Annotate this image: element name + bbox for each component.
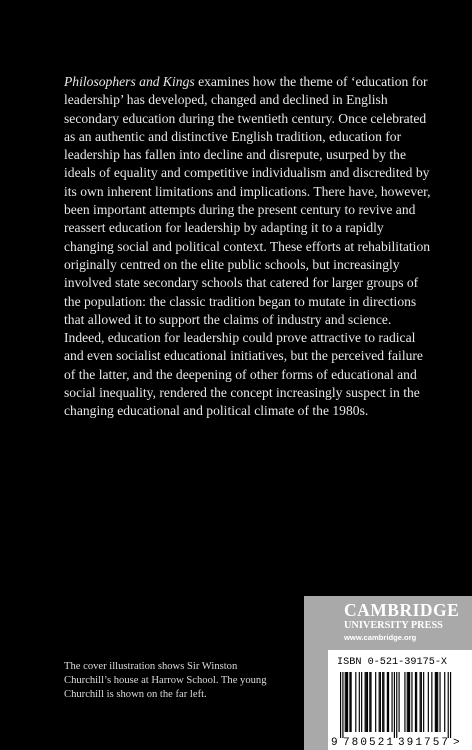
barcode-bar [396,672,397,738]
barcode-graphic [328,650,472,750]
barcode-bar [349,672,350,732]
barcode-bar [450,672,451,738]
barcode-box [328,650,472,750]
barcode-bar [359,672,360,732]
barcode-bar [408,672,409,732]
barcode-bar [431,672,432,732]
barcode-bar [423,672,424,732]
barcode-bar [428,672,429,732]
publisher-url: www.cambridge.org [344,633,417,642]
barcode-bar [409,672,410,732]
barcode-bar [421,672,422,732]
barcode-bar [437,672,438,732]
barcode-bar [380,672,381,732]
barcode-bar [382,672,383,732]
barcode-bar [404,672,405,732]
barcode-bars [340,672,451,738]
barcode-bar [420,672,421,732]
barcode-arrow: > [453,737,460,749]
barcode-bar [379,672,380,732]
barcode-bar [365,672,366,732]
barcode-bar [411,672,412,732]
barcode-bar [355,672,356,732]
blurb-text: examines how the theme of ‘education for leadership’ has developed, changed and declined in English secondary education during the twentieth century. Once celebrated as an authentic and distinctive English tradition, education for leadership has fallen into decline and disrepute, usurped by the ideals of equality and competitive individualism and discredited by its own inherent limitations and implications. There have, however, been important attempts during the present century to revive and reassert education for leadership by adapting it to a rapidly changing social and political context. These efforts at rehabilitation originally centred on the elite public schools, but increasingly involved state secondary schools that catered for larger groups of the population: the classic tradition began to mutate in directions that allowed it to support the claims of industry and science. Indeed, education for leadership could prove attractive to radical and even socialist educational initiatives, but the perceived failure of the latter, and the deepening of other forms of educational and social inequality, rendered the concept increasingly suspect in the changing educational and political climate of the 1980s. [64,74,431,419]
barcode-bar [361,672,362,732]
isbn-label: ISBN 0-521-39175-X [337,657,448,668]
publisher-subname: UNIVERSITY PRESS [344,620,443,631]
barcode-bar [416,672,417,732]
back-cover-blurb [64,73,434,421]
barcode-bar [370,672,371,732]
barcode-bar [435,672,436,732]
barcode-bar [439,672,440,732]
publisher-name: CAMBRIDGE [344,600,460,620]
barcode-bar [345,672,346,732]
barcode-bar [369,672,370,732]
barcode-bar [407,672,408,732]
barcode-bar [399,672,400,732]
barcode-digits-left: 780521 [343,737,393,749]
barcode-bar [342,672,343,738]
barcode-bar [375,672,376,732]
barcode-bar [388,672,389,732]
barcode-bar [340,672,341,738]
barcode-bar [444,672,445,732]
barcode-bar [366,672,367,732]
barcode-bar [346,672,347,732]
barcode-digit-first: 9 [331,737,338,749]
barcode-bar [367,672,368,732]
barcode-bar [391,672,392,732]
barcode-bar [387,672,388,732]
barcode-bar [394,672,395,738]
barcode-bar [415,672,416,732]
barcode-bar [351,672,352,732]
book-title: Philosophers and Kings [64,74,195,89]
barcode-bar [436,672,437,732]
barcode-digits-right: 391757 [398,737,448,749]
barcode-bar [383,672,384,732]
publisher-panel [304,596,472,750]
barcode-bar [347,672,348,732]
cover-illustration-caption: The cover illustration shows Sir Winston Churchill’s house at Harrow School. The young Churchill is shown on the far left. [64,661,267,700]
barcode-bar [448,672,449,738]
